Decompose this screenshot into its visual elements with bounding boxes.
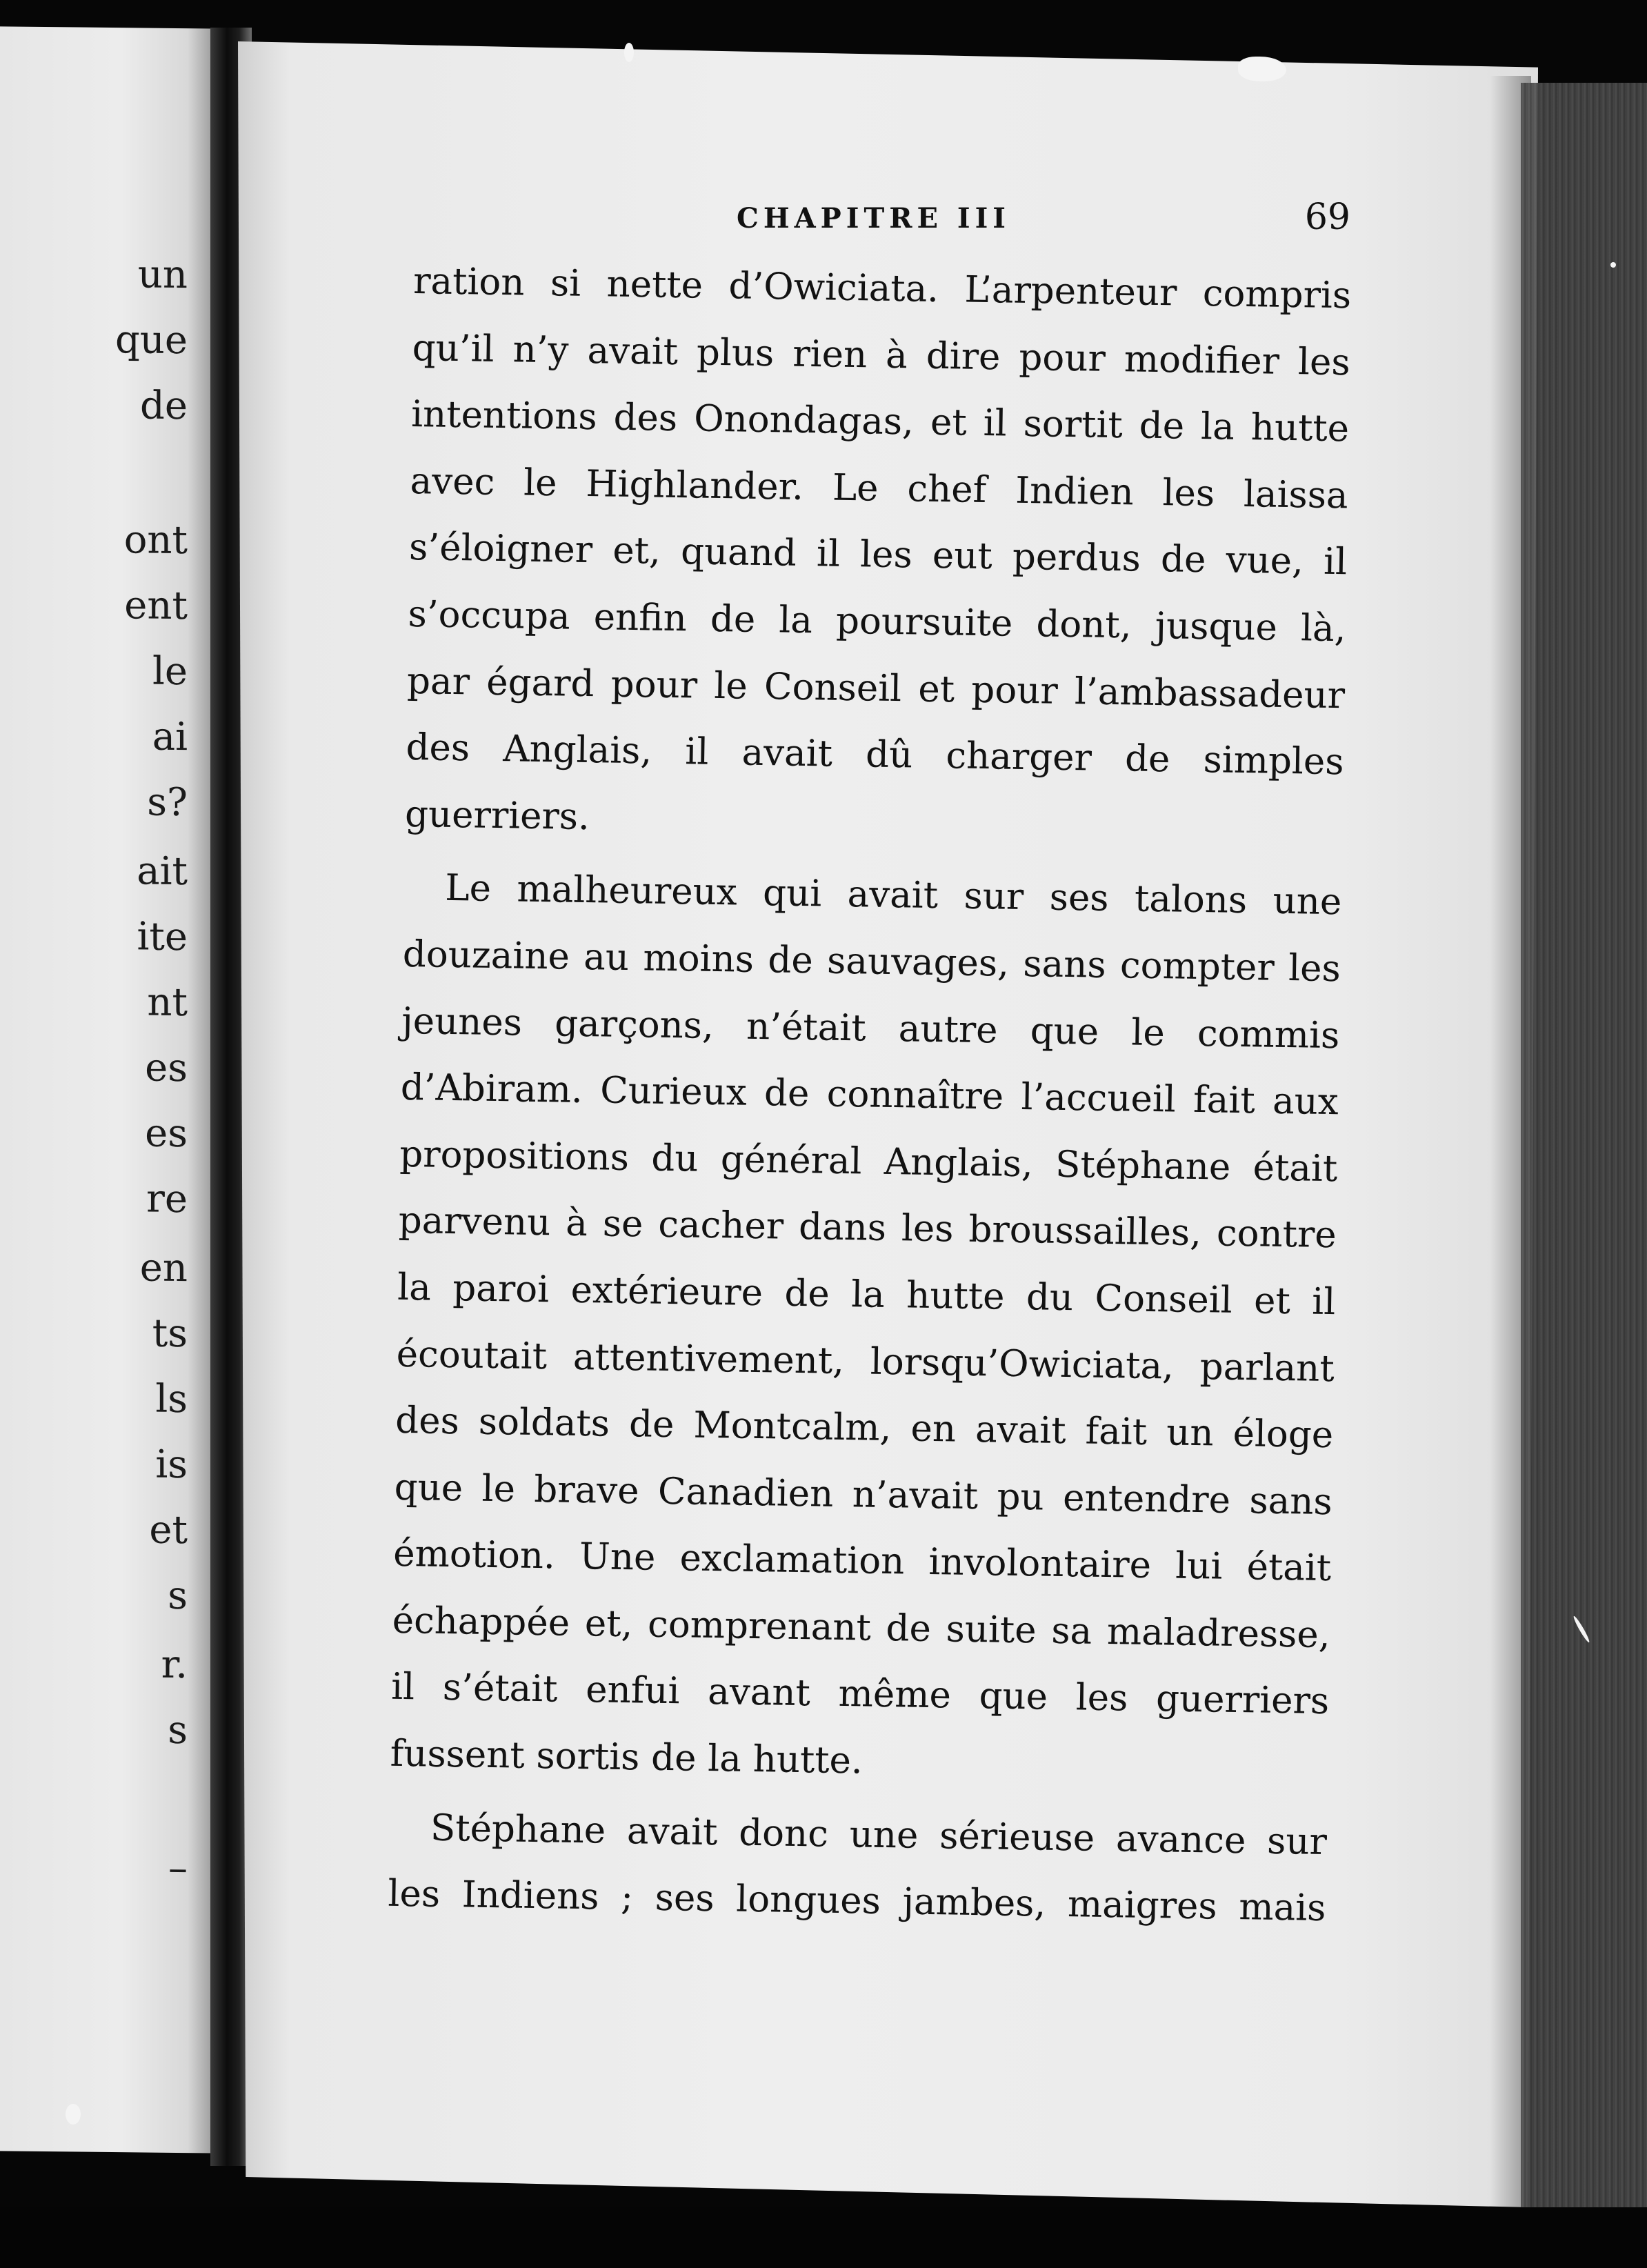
text-line: échappée et, comprenant de suite sa maladresse,	[392, 1599, 1331, 1656]
dust-speck	[66, 2104, 81, 2125]
left-facing-page	[0, 26, 221, 2153]
left-page-text-fragment: ai	[152, 714, 188, 760]
dust-speck	[1610, 262, 1616, 268]
page-number: 69	[1304, 197, 1350, 238]
text-line: parvenu à se cacher dans les broussailles, contre	[398, 1200, 1337, 1257]
text-line: par égard pour le Conseil et pour l’ambassadeur	[406, 659, 1346, 717]
text-line: écoutait attentivement, lorsqu’Owiciata, parlant	[396, 1333, 1335, 1390]
left-page-text-fragment: ls	[155, 1376, 188, 1422]
dust-speck	[624, 43, 634, 62]
left-page-text-fragment: nt	[147, 979, 188, 1026]
left-page-text-fragment: ait	[137, 848, 188, 895]
text-line: fussent sortis de la hutte.	[390, 1732, 864, 1782]
page-edges	[1521, 83, 1647, 2214]
left-page-text-fragment: es	[145, 1111, 188, 1157]
text-line: guerriers.	[404, 793, 590, 838]
left-page-text-fragment: s?	[147, 779, 188, 826]
text-line: ration si nette d’Owiciata. L’arpenteur compris	[412, 259, 1352, 317]
left-page-text-fragment: un	[137, 252, 188, 298]
text-line: s’éloigner et, quand il les eut perdus de vue, il	[408, 526, 1348, 584]
left-page-text-fragment: –	[168, 1845, 188, 1891]
left-page-text-fragment: is	[155, 1442, 188, 1488]
left-page-text-fragment: re	[146, 1176, 188, 1222]
text-line: des soldats de Montcalm, en avait fait un éloge	[395, 1399, 1334, 1457]
text-line: que le brave Canadien n’avait pu entendre sans	[394, 1466, 1333, 1523]
text-line: jeunes garçons, n’était autre que le commis	[401, 999, 1340, 1057]
body-text	[388, 248, 1352, 1942]
text-line: propositions du général Anglais, Stéphane était	[399, 1133, 1338, 1190]
left-page-text-fragment: s	[168, 1573, 188, 1619]
text-line: d’Abiram. Curieux de connaître l’accueil fait aux	[400, 1066, 1339, 1124]
dust-speck	[1238, 57, 1286, 81]
text-line: la paroi extérieure de la hutte du Conseil et il	[397, 1266, 1336, 1324]
running-head: CHAPITRE III	[737, 202, 1011, 235]
text-line: intentions des Onondagas, et il sortit de la hutte	[410, 393, 1350, 450]
left-page-text-fragment: de	[140, 383, 188, 429]
left-page-text-fragment: en	[139, 1245, 188, 1291]
left-page-text-fragment: le	[152, 648, 188, 695]
text-line: Stéphane avait donc une sérieuse avance sur	[430, 1807, 1328, 1863]
text-line: douzaine au moins de sauvages, sans compter les	[402, 933, 1341, 991]
text-line: avec le Highlander. Le chef Indien les laissa	[410, 459, 1349, 517]
scan-background	[0, 2207, 1647, 2268]
left-page-text-fragment: s	[168, 1707, 188, 1753]
left-page-text-fragment: ite	[137, 914, 188, 960]
left-page-text-fragment: que	[114, 317, 188, 364]
text-line: Le malheureux qui avait sur ses talons une	[444, 867, 1342, 924]
left-page-text-fragment: et	[149, 1507, 188, 1553]
text-line: s’occupa enfin de la poursuite dont, jusque là,	[408, 593, 1346, 650]
text-line: les Indiens ; ses longues jambes, maigres mais	[388, 1872, 1326, 1930]
text-line: des Anglais, il avait dû charger de simples	[406, 726, 1344, 784]
left-page-text-fragment: ts	[152, 1311, 188, 1357]
text-line: qu’il n’y avait plus rien à dire pour modifier les	[412, 326, 1351, 384]
left-page-text-fragment: es	[145, 1045, 188, 1091]
text-line: il s’était enfui avant même que les guerriers	[390, 1666, 1330, 1723]
left-page-text-fragment: ont	[123, 517, 188, 564]
left-page-text-fragment: r.	[161, 1642, 188, 1688]
text-line: émotion. Une exclamation involontaire lui était	[392, 1533, 1332, 1590]
page-header	[737, 197, 1357, 245]
left-page-text-fragment: ent	[124, 583, 188, 629]
